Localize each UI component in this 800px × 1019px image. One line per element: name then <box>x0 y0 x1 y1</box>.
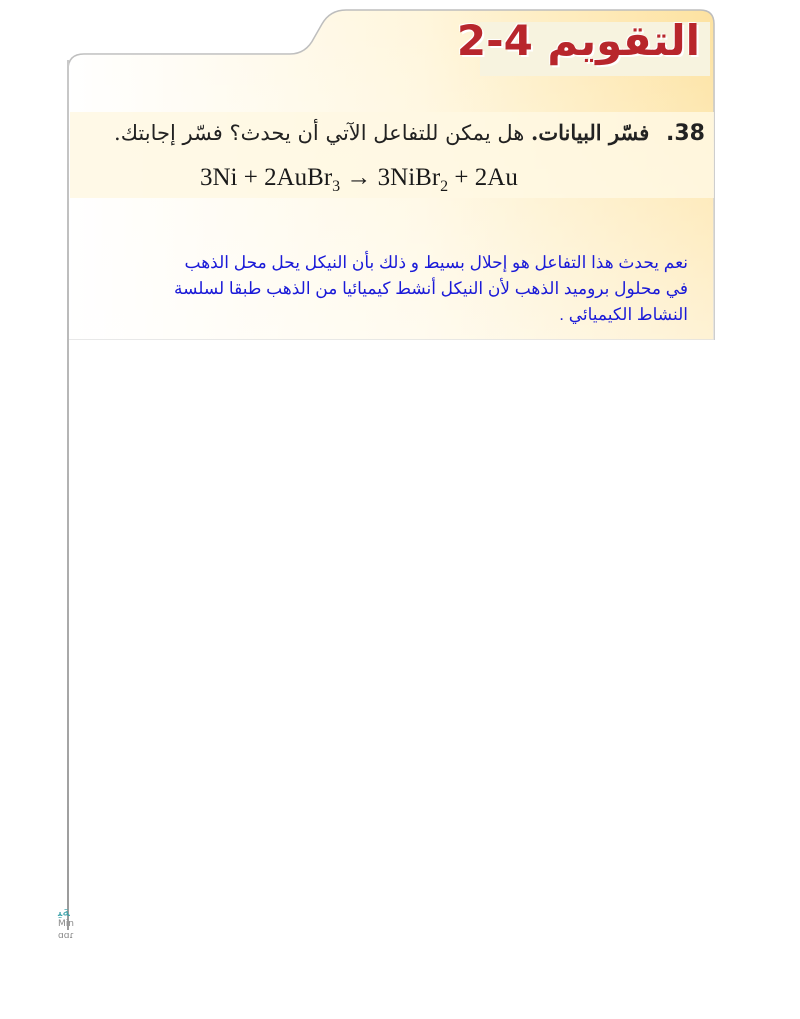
eq-arrow: → <box>346 164 372 191</box>
eq-product-2: 2Au <box>474 164 518 191</box>
eq-reactant-1: 3Ni <box>200 164 238 191</box>
footer-mark-top: ﺔﻴ <box>58 904 70 920</box>
question-38 <box>95 120 705 146</box>
answer-text <box>128 250 688 328</box>
eq-plus-1: + <box>243 164 258 191</box>
footer-mark-small-1: Min <box>58 919 74 929</box>
chemical-equation <box>200 164 518 196</box>
eq-product-1: 3NiBr$_2$ <box>377 164 449 195</box>
question-text: هل يمكن للتفاعل الآتي أن يحدث؟ فسّر إجابتك. <box>114 121 525 145</box>
footer-mark-small-2: ɑɑɾ <box>58 931 75 941</box>
answer-line: في محلول بروميد الذهب لأن النيكل أنشط كيميائيا من الذهب طبقا لسلسة <box>173 279 688 298</box>
eq-plus-2: + <box>454 164 469 191</box>
page-margin-rule <box>67 60 69 930</box>
section-title: التقويم <box>547 16 700 65</box>
question-number: 38. <box>666 121 705 146</box>
section-number: 4-2 <box>456 16 533 65</box>
section-heading <box>449 16 700 65</box>
answer-line: النشاط الكيميائي . <box>559 305 688 324</box>
eq-reactant-2: 2AuBr$_3$ <box>264 164 341 195</box>
question-label: فسّر البيانات. <box>531 120 650 145</box>
answer-line: نعم يحدث هذا التفاعل هو إحلال بسيط و ذلك بأن النيكل يحل محل الذهب <box>184 253 688 272</box>
footer-logo <box>58 906 74 942</box>
